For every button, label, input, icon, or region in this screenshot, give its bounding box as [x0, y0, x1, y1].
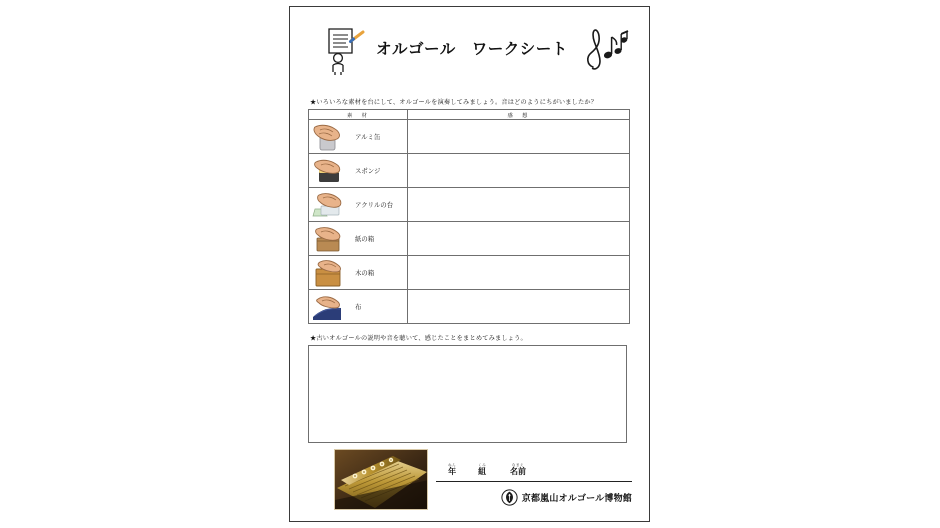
field-class	[478, 463, 486, 477]
table-row	[309, 222, 630, 256]
hand-on-sponge-icon	[311, 155, 351, 186]
table-row	[309, 256, 630, 290]
music-notes-icon	[580, 21, 632, 73]
reflection-textarea[interactable]	[308, 345, 627, 443]
person-writing-icon	[322, 25, 366, 75]
material-label: アクリルの台	[355, 202, 394, 209]
field-class-ruby: くみ	[478, 463, 487, 467]
table-row	[309, 188, 630, 222]
field-name-label: 名前	[510, 467, 526, 476]
impression-cell[interactable]	[408, 222, 630, 256]
material-label: 布	[355, 304, 362, 311]
museum-crest-icon	[501, 489, 518, 506]
header-material: 素 材	[309, 110, 408, 120]
table-row	[309, 120, 630, 154]
worksheet-sheet	[289, 6, 650, 522]
impression-cell[interactable]	[408, 120, 630, 154]
music-box-comb-photo	[334, 449, 428, 510]
field-year	[448, 463, 456, 477]
material-label: 木の箱	[355, 270, 375, 277]
material-label: スポンジ	[355, 168, 381, 175]
impression-cell[interactable]	[408, 188, 630, 222]
museum-name: 京都嵐山オルゴール博物館	[521, 492, 632, 503]
table-header-row	[309, 110, 630, 120]
material-label: 紙の箱	[355, 236, 375, 243]
field-year-label: 年	[448, 467, 457, 476]
hand-on-wooden-box-icon	[311, 257, 351, 288]
name-entry-line[interactable]	[436, 455, 632, 482]
materials-table	[308, 109, 630, 324]
impression-cell[interactable]	[408, 290, 630, 324]
material-cell	[309, 256, 408, 290]
header-impression: 感 想	[408, 110, 630, 120]
material-cell	[309, 222, 408, 256]
impression-cell[interactable]	[408, 154, 630, 188]
material-cell	[309, 154, 408, 188]
museum-credit	[436, 487, 632, 507]
worksheet-header	[308, 17, 633, 79]
material-cell	[309, 290, 408, 324]
worksheet-footer	[308, 449, 633, 511]
page-title: オルゴール ワークシート	[376, 41, 568, 58]
hand-on-acrylic-stand-icon	[311, 189, 351, 220]
table-row	[309, 154, 630, 188]
field-class-label: 組	[478, 467, 487, 476]
materials-prompt: ★いろいろな素材を台にして、オルゴールを演奏してみましょう。音はどのようにちがいましたか？	[310, 99, 598, 106]
hand-on-paper-box-icon	[311, 223, 351, 254]
reflection-prompt: ★古いオルゴールの説明や音を聴いて、感じたことをまとめてみましょう。	[310, 335, 527, 342]
worksheet-inner	[308, 17, 633, 513]
field-name	[510, 463, 526, 477]
material-label: アルミ缶	[355, 134, 381, 141]
field-name-ruby: なまえ	[511, 463, 525, 467]
impression-cell[interactable]	[408, 256, 630, 290]
table-row	[309, 290, 630, 324]
field-year-ruby: ねん	[448, 463, 457, 467]
material-cell	[309, 120, 408, 154]
hand-on-aluminum-can-icon	[311, 121, 351, 152]
material-cell	[309, 188, 408, 222]
music-box-photo-art	[335, 450, 428, 510]
hand-on-cloth-icon	[311, 291, 351, 322]
